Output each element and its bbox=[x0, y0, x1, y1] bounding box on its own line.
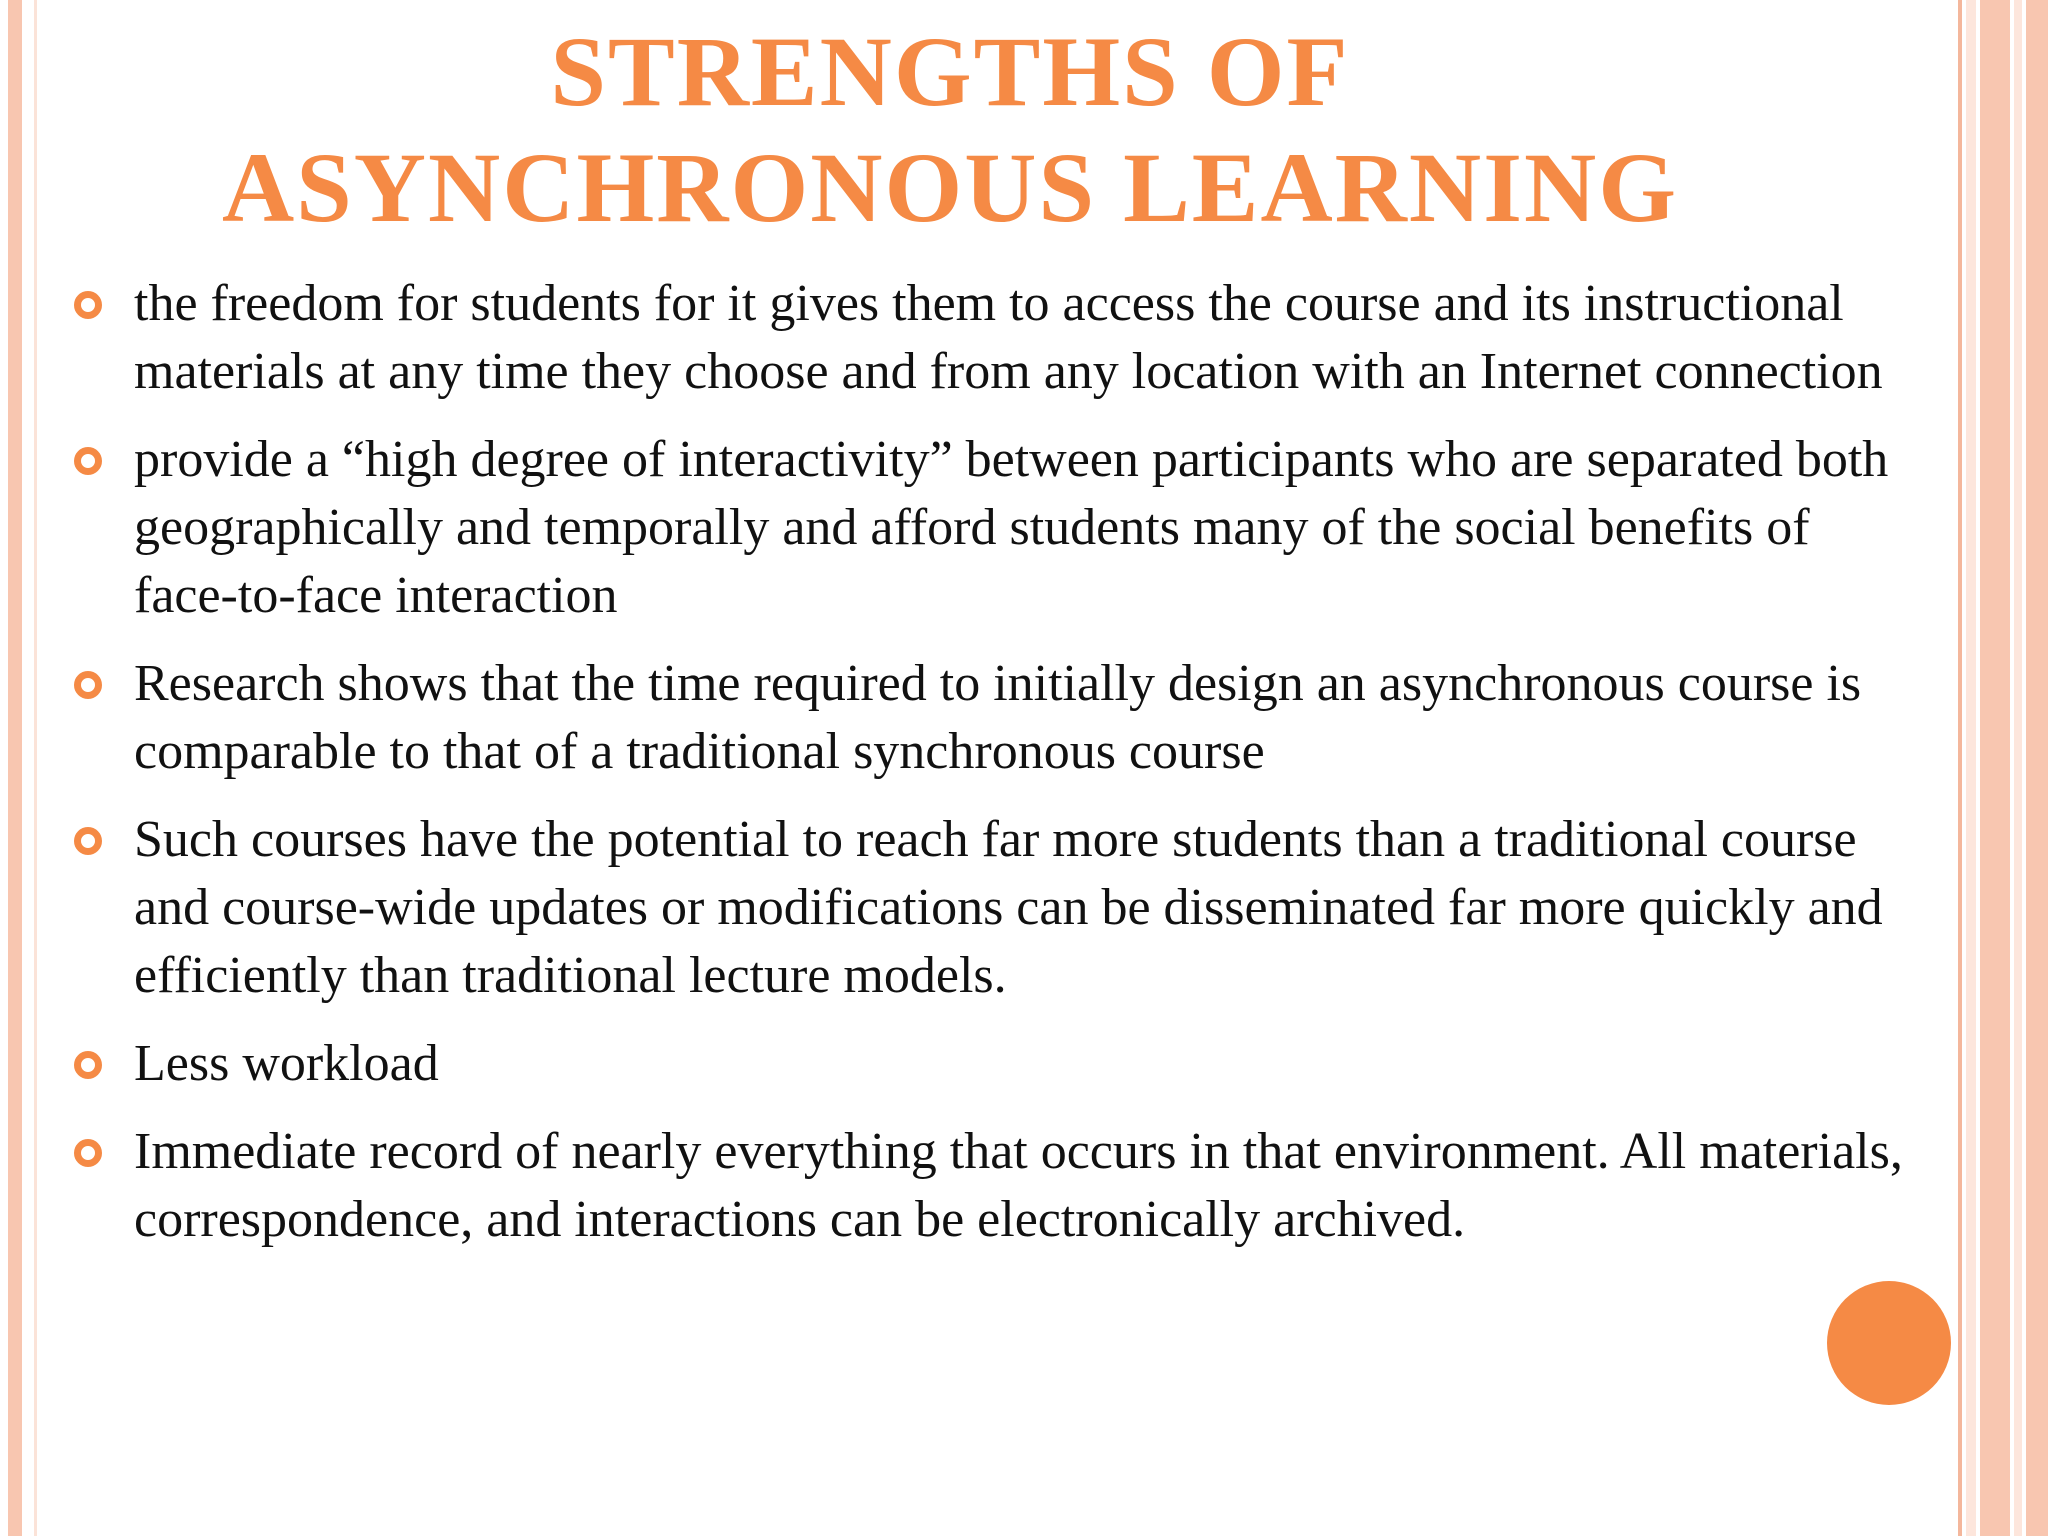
hollow-circle-bullet-icon bbox=[74, 447, 102, 475]
bullet-text: Research shows that the time required to initially design an asynchronous course is comparable to that of a traditional synchronous course bbox=[134, 655, 1862, 780]
right-stripe-decoration bbox=[2026, 0, 2048, 1536]
right-stripe-decoration bbox=[2014, 0, 2022, 1536]
orange-circle-decoration bbox=[1827, 1281, 1951, 1405]
list-item bbox=[72, 1118, 1912, 1254]
list-item bbox=[72, 1030, 1912, 1098]
right-stripe-decoration bbox=[1980, 0, 2010, 1536]
slide-title-line-1: STRENGTHS OF bbox=[550, 16, 1350, 127]
right-stripe-decoration bbox=[1958, 0, 1962, 1536]
hollow-circle-bullet-icon bbox=[74, 671, 102, 699]
bullet-text: provide a “high degree of interactivity” between participants who are separated both geographically and temporally and afford students many of the social benefits of face-to-face interaction bbox=[134, 431, 1889, 624]
bullet-list bbox=[72, 270, 1912, 1274]
hollow-circle-bullet-icon bbox=[74, 1051, 102, 1079]
bullet-text: Such courses have the potential to reach far more students than a traditional course and course-wide updates or modifications can be disseminated far more quickly and efficiently than traditional lecture models. bbox=[134, 811, 1883, 1004]
slide-title-line-2: ASYNCHRONOUS LEARNING bbox=[221, 132, 1679, 243]
hollow-circle-bullet-icon bbox=[74, 827, 102, 855]
bullet-text: the freedom for students for it gives them to access the course and its instructional materials at any time they choose and from any location with an Internet connection bbox=[134, 275, 1883, 400]
list-item bbox=[72, 426, 1912, 630]
hollow-circle-bullet-icon bbox=[74, 1139, 102, 1167]
slide-title bbox=[60, 14, 1840, 246]
left-border-line bbox=[34, 0, 37, 1536]
list-item bbox=[72, 650, 1912, 786]
bullet-text: Less workload bbox=[134, 1035, 439, 1092]
left-border-decoration bbox=[8, 0, 22, 1536]
list-item bbox=[72, 806, 1912, 1010]
bullet-text: Immediate record of nearly everything that occurs in that environment. All materials, correspondence, and interactions can be electronically archived. bbox=[134, 1123, 1903, 1248]
hollow-circle-bullet-icon bbox=[74, 291, 102, 319]
right-stripe-decoration bbox=[1966, 0, 1976, 1536]
list-item bbox=[72, 270, 1912, 406]
